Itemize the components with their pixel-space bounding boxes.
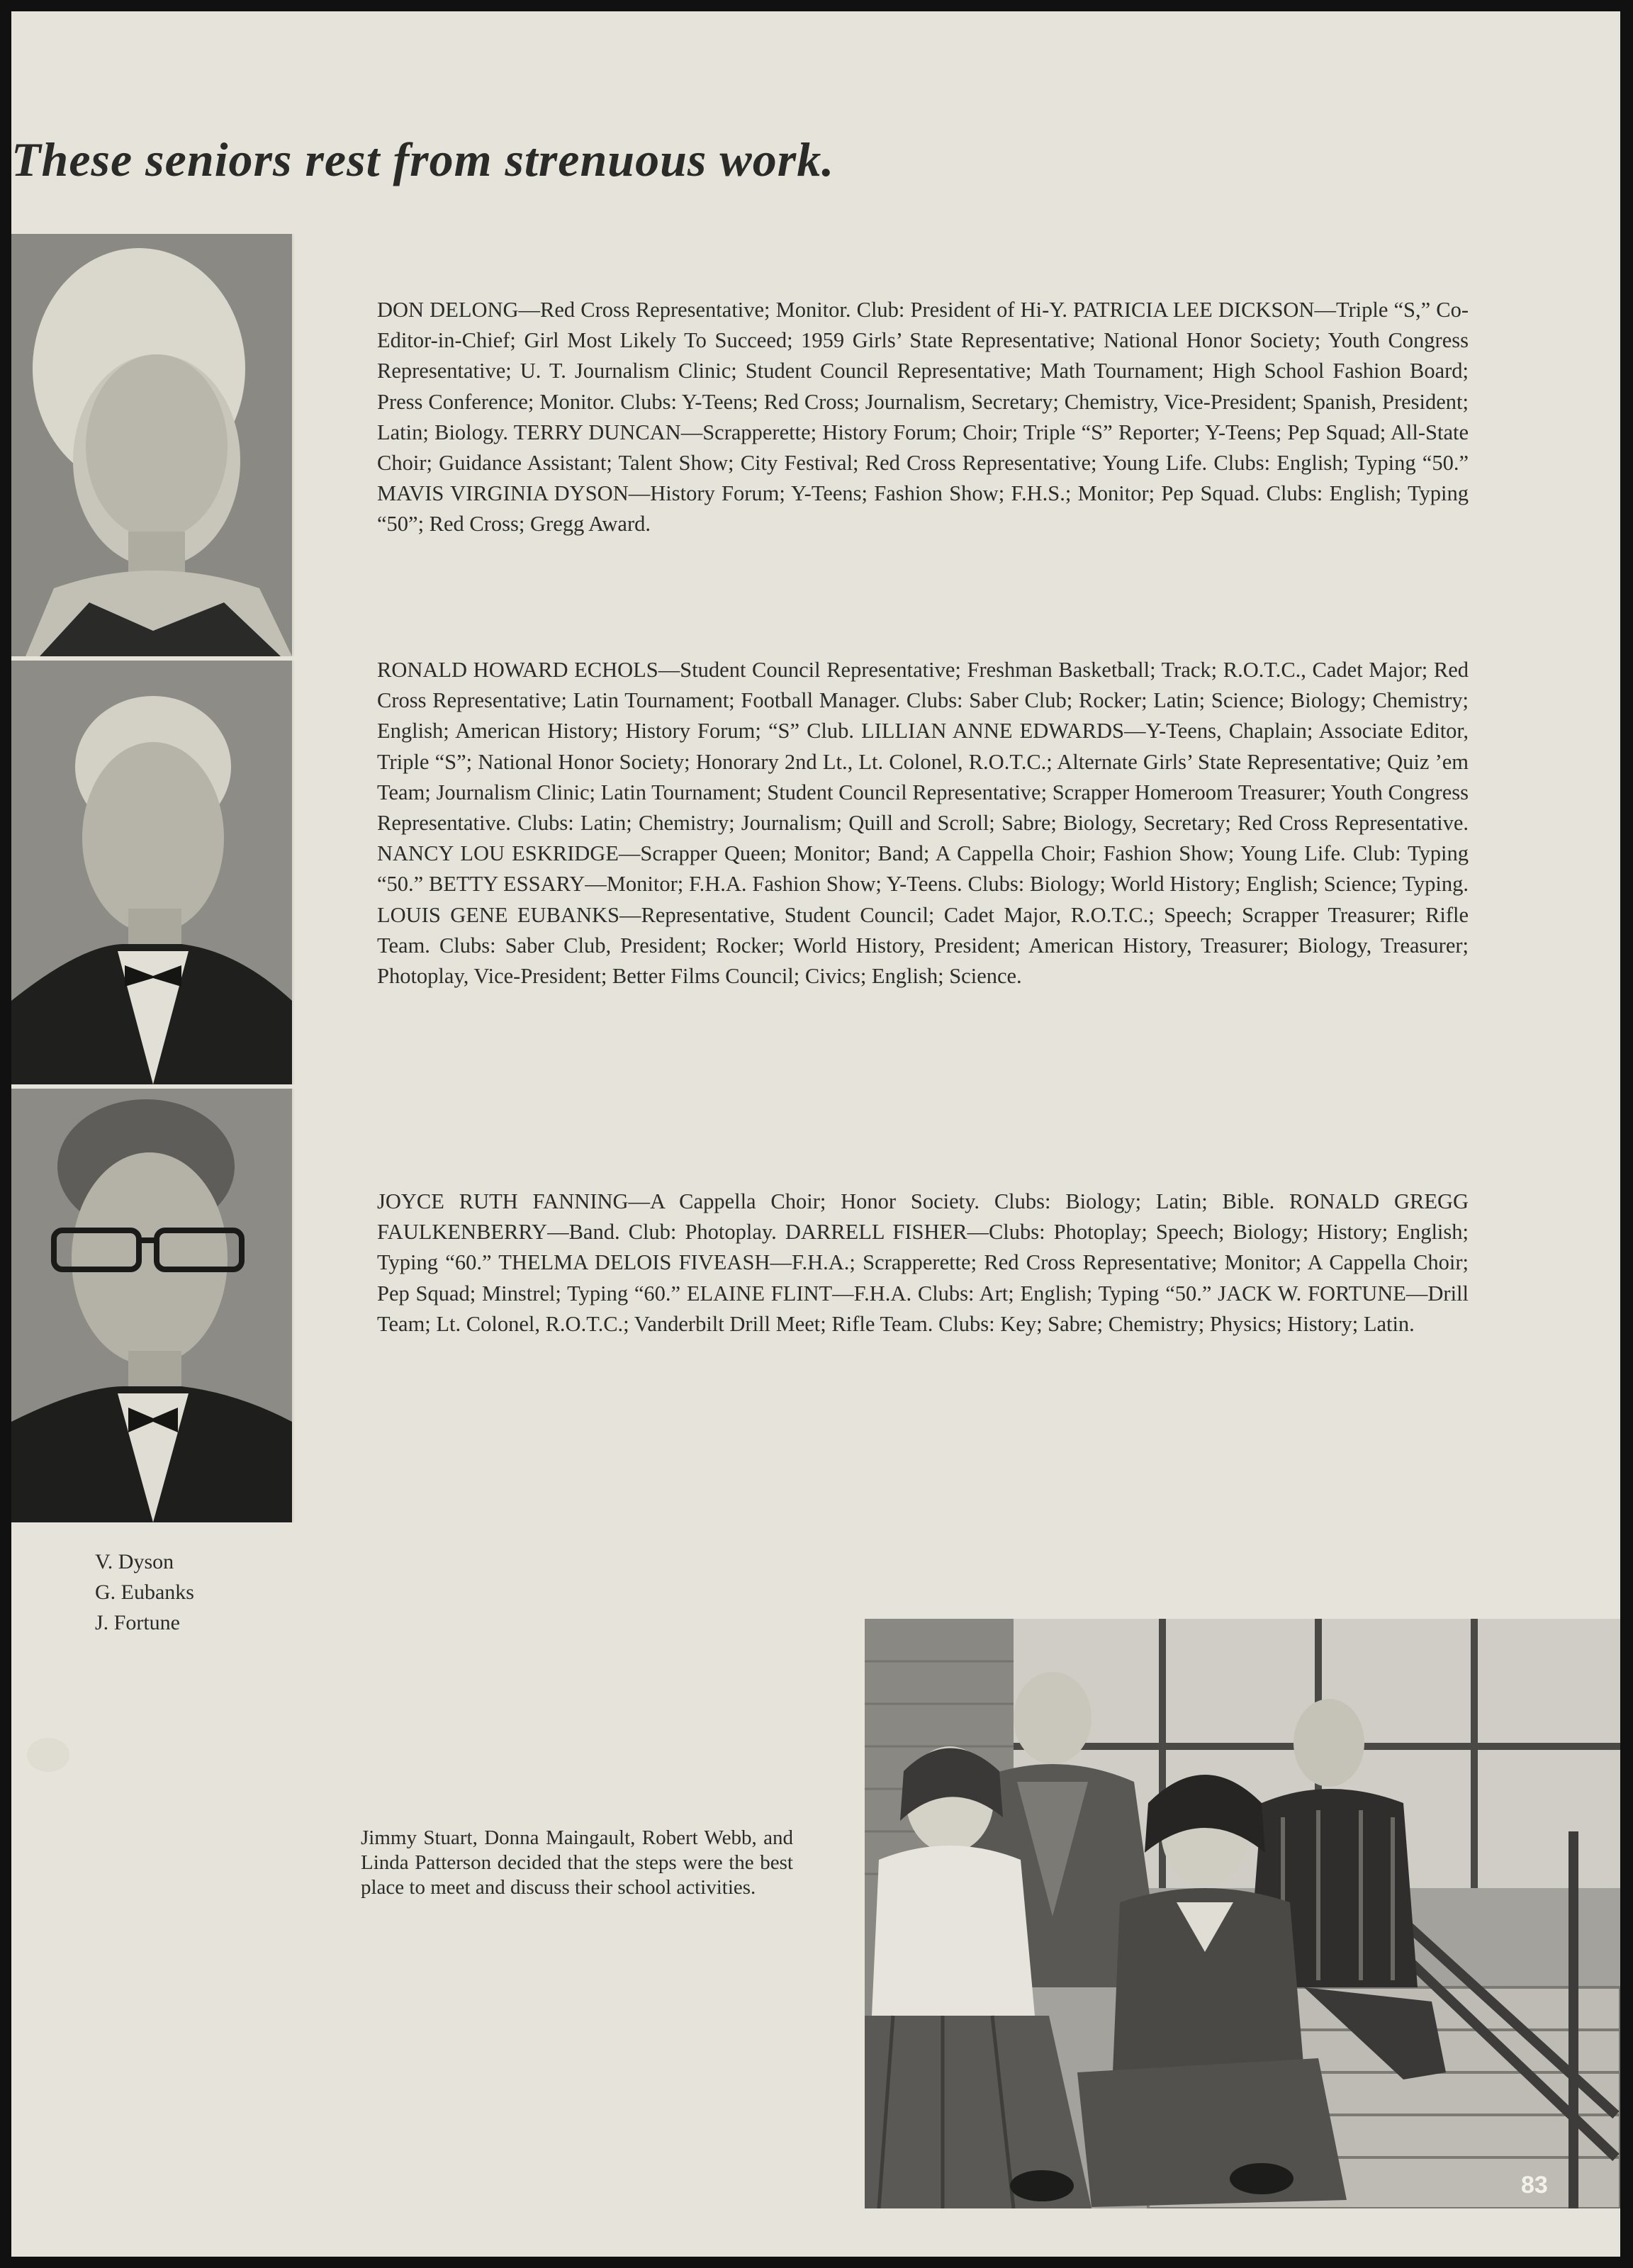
portrait-captions — [95, 1546, 194, 1638]
group-photo-caption: Jimmy Stuart, Donna Maingault, Robert Webb, and Linda Patterson decided that the steps were the best place to meet and discuss their school activities. — [361, 1826, 793, 1899]
senior-bio-paragraph: RONALD HOWARD ECHOLS—Student Council Representative; Freshman Basketball; Track; R.O.T.C., Cadet Major; Red Cross Representative; Latin Tournament; Football Manager. Clubs: Saber Club; Rocker; Latin; Science; Biology; Chemistry; English; American History; History Forum; “S” Club. LILLIAN ANNE EDWARDS—Y-Teens, Chaplain; Associate Editor, Triple “S”; National Honor Society; Honorary 2nd Lt., Lt. Colonel, R.O.T.C.; Alternate Girls’ State Representative; Quiz ’em Team; Journalism Clinic; Latin Tournament; Student Council Representative; Scrapper Homeroom Treasurer; Youth Congress Representative. Clubs: Latin; Chemistry; Journalism; Quill and Scroll; Sabre; Biology, Secretary; Red Cross Representative. NANCY LOU ESKRIDGE—Scrapper Queen; Monitor; Band; A Cappella Choir; Fashion Show; Young Life. Club: Typing “50.” BETTY ESSARY—Monitor; F.H.A. Fashion Show; Y-Teens. Clubs: Biology; World History; English; Science; Typing. LOUIS GENE EUBANKS—Representative, Student Council; Cadet Major, R.O.T.C.; Speech; Scrapper Treasurer; Rifle Team. Clubs: Saber Club, President; Rocker; World History, President; American History, Treasurer; Biology, Treasurer; Photoplay, Vice-President; Better Films Council; Civics; English; Science. — [377, 658, 1469, 989]
portrait-photo-fortune — [11, 1089, 294, 1522]
page-headline: These seniors rest from strenuous work. — [11, 133, 835, 186]
portrait-caption: G. Eubanks — [95, 1581, 194, 1604]
yearbook-page — [11, 11, 1620, 2257]
portrait-caption: J. Fortune — [95, 1611, 180, 1634]
page-number: 83 — [1521, 2172, 1548, 2199]
senior-bio-paragraph: DON DELONG—Red Cross Representative; Monitor. Club: President of Hi-Y. PATRICIA LEE DICKSON—Triple “S,” Co-Editor-in-Chief; Girl Most Likely To Succeed; 1959 Girls’ State Representative; National Honor Society; Youth Congress Representative; U. T. Journalism Clinic; Student Council Representative; Math Tournament; High School Fashion Board; Press Conference; Monitor. Clubs: Y-Teens; Red Cross; Journalism, Secretary; Chemistry, Vice-President; Spanish, President; Latin; Biology. TERRY DUNCAN—Scrapperette; History Forum; Choir; Triple “S” Reporter; Y-Teens; Pep Squad; All-State Choir; Guidance Assistant; Talent Show; City Festival; Red Cross Representative; Young Life. Clubs: English; Typing “50.” MAVIS VIRGINIA DYSON—History Forum; Y-Teens; Fashion Show; F.H.S.; Monitor; Pep Squad. Clubs: English; Typing “50”; Red Cross; Gregg Award. — [377, 298, 1469, 537]
group-photo-steps — [865, 1619, 1620, 2208]
portrait-photo-dyson — [11, 234, 294, 656]
senior-bio-paragraph: JOYCE RUTH FANNING—A Cappella Choir; Honor Society. Clubs: Biology; Latin; Bible. RONALD GREGG FAULKENBERRY—Band. Club: Photoplay. DARRELL FISHER—Clubs: Photoplay; Speech; Biology; History; English; Typing “60.” THELMA DELOIS FIVEASH—F.H.A.; Scrapperette; Red Cross Representative; Monitor; A Cappella Choir; Pep Squad; Minstrel; Typing “60.” ELAINE FLINT—F.H.A. Clubs: Art; English; Typing “50.” JACK W. FORTUNE—Drill Team; Lt. Colonel, R.O.T.C.; Vanderbilt Drill Meet; Rifle Team. Clubs: Key; Sabre; Chemistry; Physics; History; Latin. — [377, 1189, 1469, 1336]
decorative-smudge — [27, 1738, 69, 1772]
portrait-caption: V. Dyson — [95, 1550, 174, 1573]
portrait-photo-eubanks — [11, 661, 294, 1084]
